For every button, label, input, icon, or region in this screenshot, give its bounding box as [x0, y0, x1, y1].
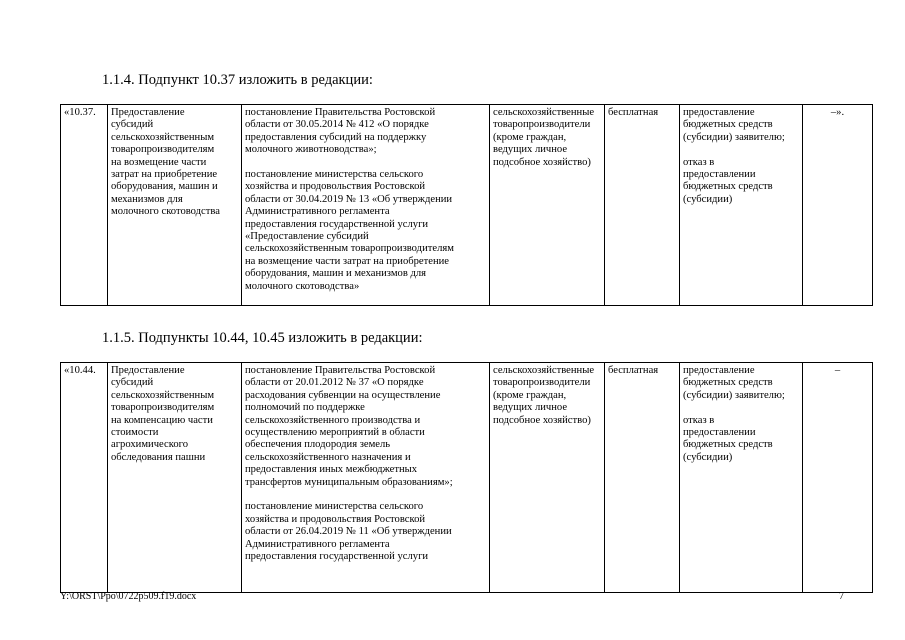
result-cell	[680, 363, 803, 593]
text-line: бюджетных средств	[683, 119, 773, 131]
text-line: молочного скотоводства»	[245, 280, 360, 292]
section-heading-1: 1.1.4. Подпункт 10.37 изложить в редакции:	[102, 72, 373, 88]
table-row	[61, 105, 873, 306]
recipients-cell	[490, 363, 605, 593]
text-line: субсидий	[111, 377, 154, 389]
text-line: хозяйства и продовольствия Ростовской	[245, 181, 426, 193]
text-line: (субсидии) заявителю;	[683, 389, 785, 401]
text-line: полномочий по поддержке	[245, 402, 365, 414]
text-line: молочного животноводства»;	[245, 144, 377, 156]
recipients	[493, 365, 601, 427]
text-line: ведущих личное	[493, 402, 568, 414]
service-name-cell	[108, 363, 242, 593]
text-line: стоимости	[111, 427, 159, 439]
service-name	[111, 107, 238, 219]
fee: бесплатная	[608, 107, 659, 118]
text-line: Административного регламента	[245, 538, 390, 550]
text-line: предоставление	[683, 365, 755, 376]
text-line: хозяйства и продовольствия Ростовской	[245, 513, 426, 525]
text-line: отказ в	[683, 414, 715, 426]
text-line: товаропроизводителям	[111, 402, 215, 414]
service-name-cell	[108, 105, 242, 306]
result-cell	[680, 105, 803, 306]
text-line: механизмов для	[111, 193, 183, 205]
text-line: бюджетных средств	[683, 439, 773, 451]
text-line: на компенсацию части	[111, 414, 213, 426]
text-line: сельскохозяйственным	[111, 131, 215, 143]
closing-cell	[803, 363, 873, 593]
fee: бесплатная	[608, 365, 659, 376]
result-paragraph	[683, 365, 799, 402]
text-line: трансфертов муниципальным образованиям»;	[245, 476, 453, 488]
text-line: оборудования, машин и	[111, 181, 218, 193]
result-paragraph	[683, 157, 799, 207]
text-line: постановление Правительства Ростовской	[245, 365, 436, 376]
text-line: сельскохозяйственные	[493, 107, 595, 118]
text-line: предоставлении	[683, 169, 756, 181]
text-line: осуществлению мероприятий в области	[245, 427, 425, 439]
recipients-cell	[490, 105, 605, 306]
text-line: (субсидии)	[683, 451, 733, 463]
legal-basis-cell	[242, 105, 490, 306]
text-line: субсидий	[111, 119, 154, 131]
text-line: постановление министерства сельского	[245, 169, 424, 181]
text-line: сельскохозяйственного назначения и	[245, 451, 411, 463]
text-line: предоставления государственной услуги	[245, 218, 429, 230]
text-line: оборудования, машин и механизмов для	[245, 268, 427, 280]
text-line: бюджетных средств	[683, 181, 773, 193]
text-line: агрохимического	[111, 439, 188, 451]
legal-basis-paragraph	[245, 107, 486, 157]
text-line: обследования пашни	[111, 451, 206, 463]
text-line: Предоставление	[111, 107, 185, 118]
regulation-table-1	[60, 104, 873, 306]
item-number-cell	[61, 363, 108, 593]
text-line: предоставления субсидий на поддержку	[245, 131, 427, 143]
regulation-table-2	[60, 362, 873, 593]
closing-mark: –	[834, 365, 841, 376]
text-line: товаропроизводители	[493, 119, 591, 131]
text-line: подсобное хозяйство)	[493, 156, 591, 168]
text-line: сельскохозяйственного производства и	[245, 414, 421, 426]
text-line: товаропроизводители	[493, 377, 591, 389]
text-line: области от 30.05.2014 № 412 «О порядке	[245, 119, 429, 131]
result-paragraph	[683, 107, 799, 144]
text-line: подсобное хозяйство)	[493, 414, 591, 426]
text-line: постановление Правительства Ростовской	[245, 107, 436, 118]
text-line: на возмещение части	[111, 156, 207, 168]
fee-cell	[605, 105, 680, 306]
closing-cell	[803, 105, 873, 306]
item-number-cell	[61, 105, 108, 306]
text-line: обеспечения плодородия земель	[245, 439, 391, 451]
service-name	[111, 365, 238, 464]
text-line: затрат на приобретение	[111, 169, 218, 181]
text-line: области от 30.04.2019 № 13 «Об утверждении	[245, 193, 453, 205]
text-line: Предоставление	[111, 365, 185, 376]
text-line: Административного регламента	[245, 206, 390, 218]
text-line: молочного скотоводства	[111, 206, 220, 218]
text-line: (кроме граждан,	[493, 389, 567, 401]
text-line: (субсидии)	[683, 193, 733, 205]
text-line: предоставление	[683, 107, 755, 118]
text-line: расходования субвенции на осуществление	[245, 389, 441, 401]
item-number: «10.37.	[64, 107, 96, 118]
text-line: ведущих личное	[493, 144, 568, 156]
legal-basis-paragraph	[245, 365, 486, 489]
text-line: постановление министерства сельского	[245, 501, 424, 513]
text-line: бюджетных средств	[683, 377, 773, 389]
text-line: сельскохозяйственные	[493, 365, 595, 376]
text-line: предоставлении	[683, 427, 756, 439]
legal-basis-cell	[242, 363, 490, 593]
footer-page-number: 7	[839, 591, 844, 602]
text-line: сельскохозяйственным товаропроизводителям	[245, 243, 454, 255]
text-line: сельскохозяйственным	[111, 389, 215, 401]
recipients	[493, 107, 601, 169]
closing-mark: –».	[830, 107, 845, 118]
text-line: области от 20.01.2012 № 37 «О порядке	[245, 377, 424, 389]
text-line: области от 26.04.2019 № 11 «Об утверждении	[245, 526, 452, 538]
text-line: предоставления государственной услуги	[245, 551, 429, 563]
item-number: «10.44.	[64, 365, 96, 376]
footer-file-path: Y:\ORST\Ppo\0722p509.f19.docx	[60, 591, 197, 602]
text-line: на возмещение части затрат на приобретение	[245, 255, 450, 267]
text-line: отказ в	[683, 156, 715, 168]
legal-basis-paragraph	[245, 169, 486, 293]
fee-cell	[605, 363, 680, 593]
text-line: «Предоставление субсидий	[245, 231, 369, 243]
legal-basis-paragraph	[245, 501, 486, 563]
table-row	[61, 363, 873, 593]
section-heading-2: 1.1.5. Подпункты 10.44, 10.45 изложить в редакции:	[102, 330, 423, 346]
text-line: (субсидии) заявителю;	[683, 131, 785, 143]
text-line: предоставления иных межбюджетных	[245, 464, 418, 476]
text-line: товаропроизводителям	[111, 144, 215, 156]
text-line: (кроме граждан,	[493, 131, 567, 143]
result-paragraph	[683, 415, 799, 465]
